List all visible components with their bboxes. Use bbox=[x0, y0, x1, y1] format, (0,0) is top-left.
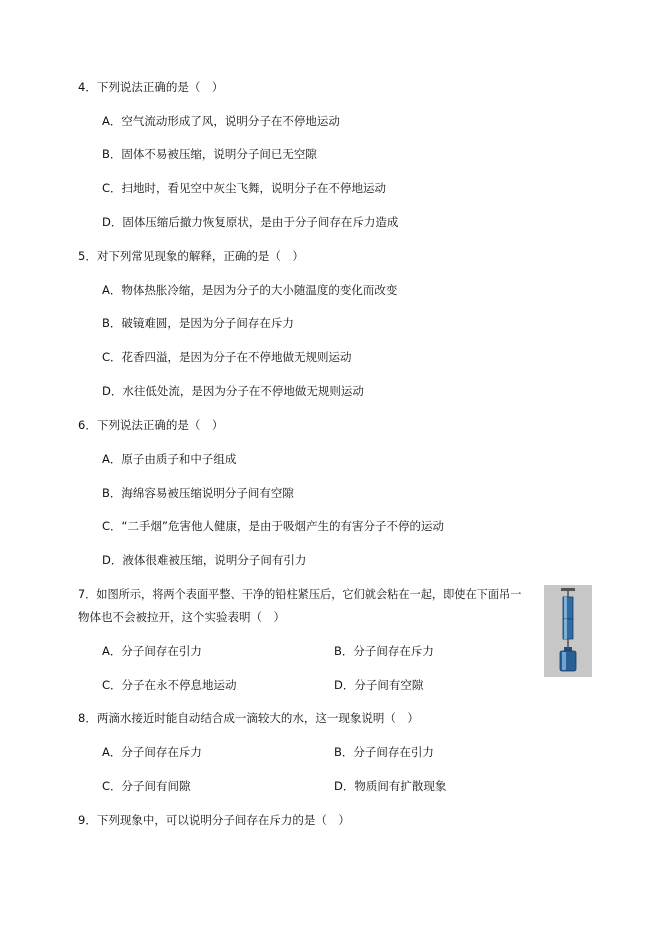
hanging-cylinders-icon bbox=[544, 585, 592, 677]
question-4-stem: 4．下列说法正确的是（ ） bbox=[78, 80, 224, 94]
question-8-option-c: C．分子间有间隙 bbox=[102, 779, 191, 793]
question-7-option-b: B．分子间存在斥力 bbox=[334, 644, 434, 658]
question-8-option-d: D．物质间有扩散现象 bbox=[334, 779, 447, 793]
question-7-option-a: A．分子间存在引力 bbox=[102, 644, 202, 658]
question-4-option-b: B．固体不易被压缩，说明分子间已无空隙 bbox=[102, 147, 317, 161]
question-8-option-a: A．分子间存在斥力 bbox=[102, 745, 202, 759]
question-7-stem-line-2: 物体也不会被拉开，这个实验表明（ ） bbox=[78, 610, 285, 624]
question-4-option-d: D．固体压缩后撤力恢复原状，是由于分子间存在斥力造成 bbox=[102, 215, 399, 229]
question-5-stem: 5．对下列常见现象的解释，正确的是（ ） bbox=[78, 249, 304, 263]
question-5-option-b: B．破镜难圆，是因为分子间存在斥力 bbox=[102, 316, 294, 330]
question-9-stem: 9．下列现象中，可以说明分子间存在斥力的是（ ） bbox=[78, 813, 350, 827]
question-7-option-c: C．分子在永不停息地运动 bbox=[102, 678, 237, 692]
question-8-stem: 8．两滴水接近时能自动结合成一滴较大的水，这一现象说明（ ） bbox=[78, 711, 419, 725]
question-8-option-b: B．分子间存在引力 bbox=[334, 745, 434, 759]
question-6-option-c: C．“二手烟”危害他人健康，是由于吸烟产生的有害分子不停的运动 bbox=[102, 519, 444, 533]
question-4-option-c: C．扫地时，看见空中灰尘飞舞，说明分子在不停地运动 bbox=[102, 181, 387, 195]
question-6-option-d: D．液体很难被压缩，说明分子间有引力 bbox=[102, 553, 307, 567]
question-7-option-d: D．分子间有空隙 bbox=[334, 678, 424, 692]
question-5-option-c: C．花香四溢，是因为分子在不停地做无规则运动 bbox=[102, 350, 352, 364]
question-7-stem-line-1: 7．如图所示，将两个表面平整、干净的铅柱紧压后，它们就会粘在一起，即使在下面吊一 bbox=[78, 588, 522, 601]
lead-cylinder-figure bbox=[544, 585, 592, 677]
question-4-option-a: A．空气流动形成了风，说明分子在不停地运动 bbox=[102, 114, 340, 128]
question-5-option-a: A．物体热胀冷缩，是因为分子的大小随温度的变化而改变 bbox=[102, 283, 398, 297]
question-5-option-d: D．水往低处流，是因为分子在不停地做无规则运动 bbox=[102, 384, 364, 398]
question-6-option-a: A．原子由质子和中子组成 bbox=[102, 452, 237, 466]
question-6-stem: 6．下列说法正确的是（ ） bbox=[78, 418, 224, 432]
question-6-option-b: B．海绵容易被压缩说明分子间有空隙 bbox=[102, 486, 294, 500]
